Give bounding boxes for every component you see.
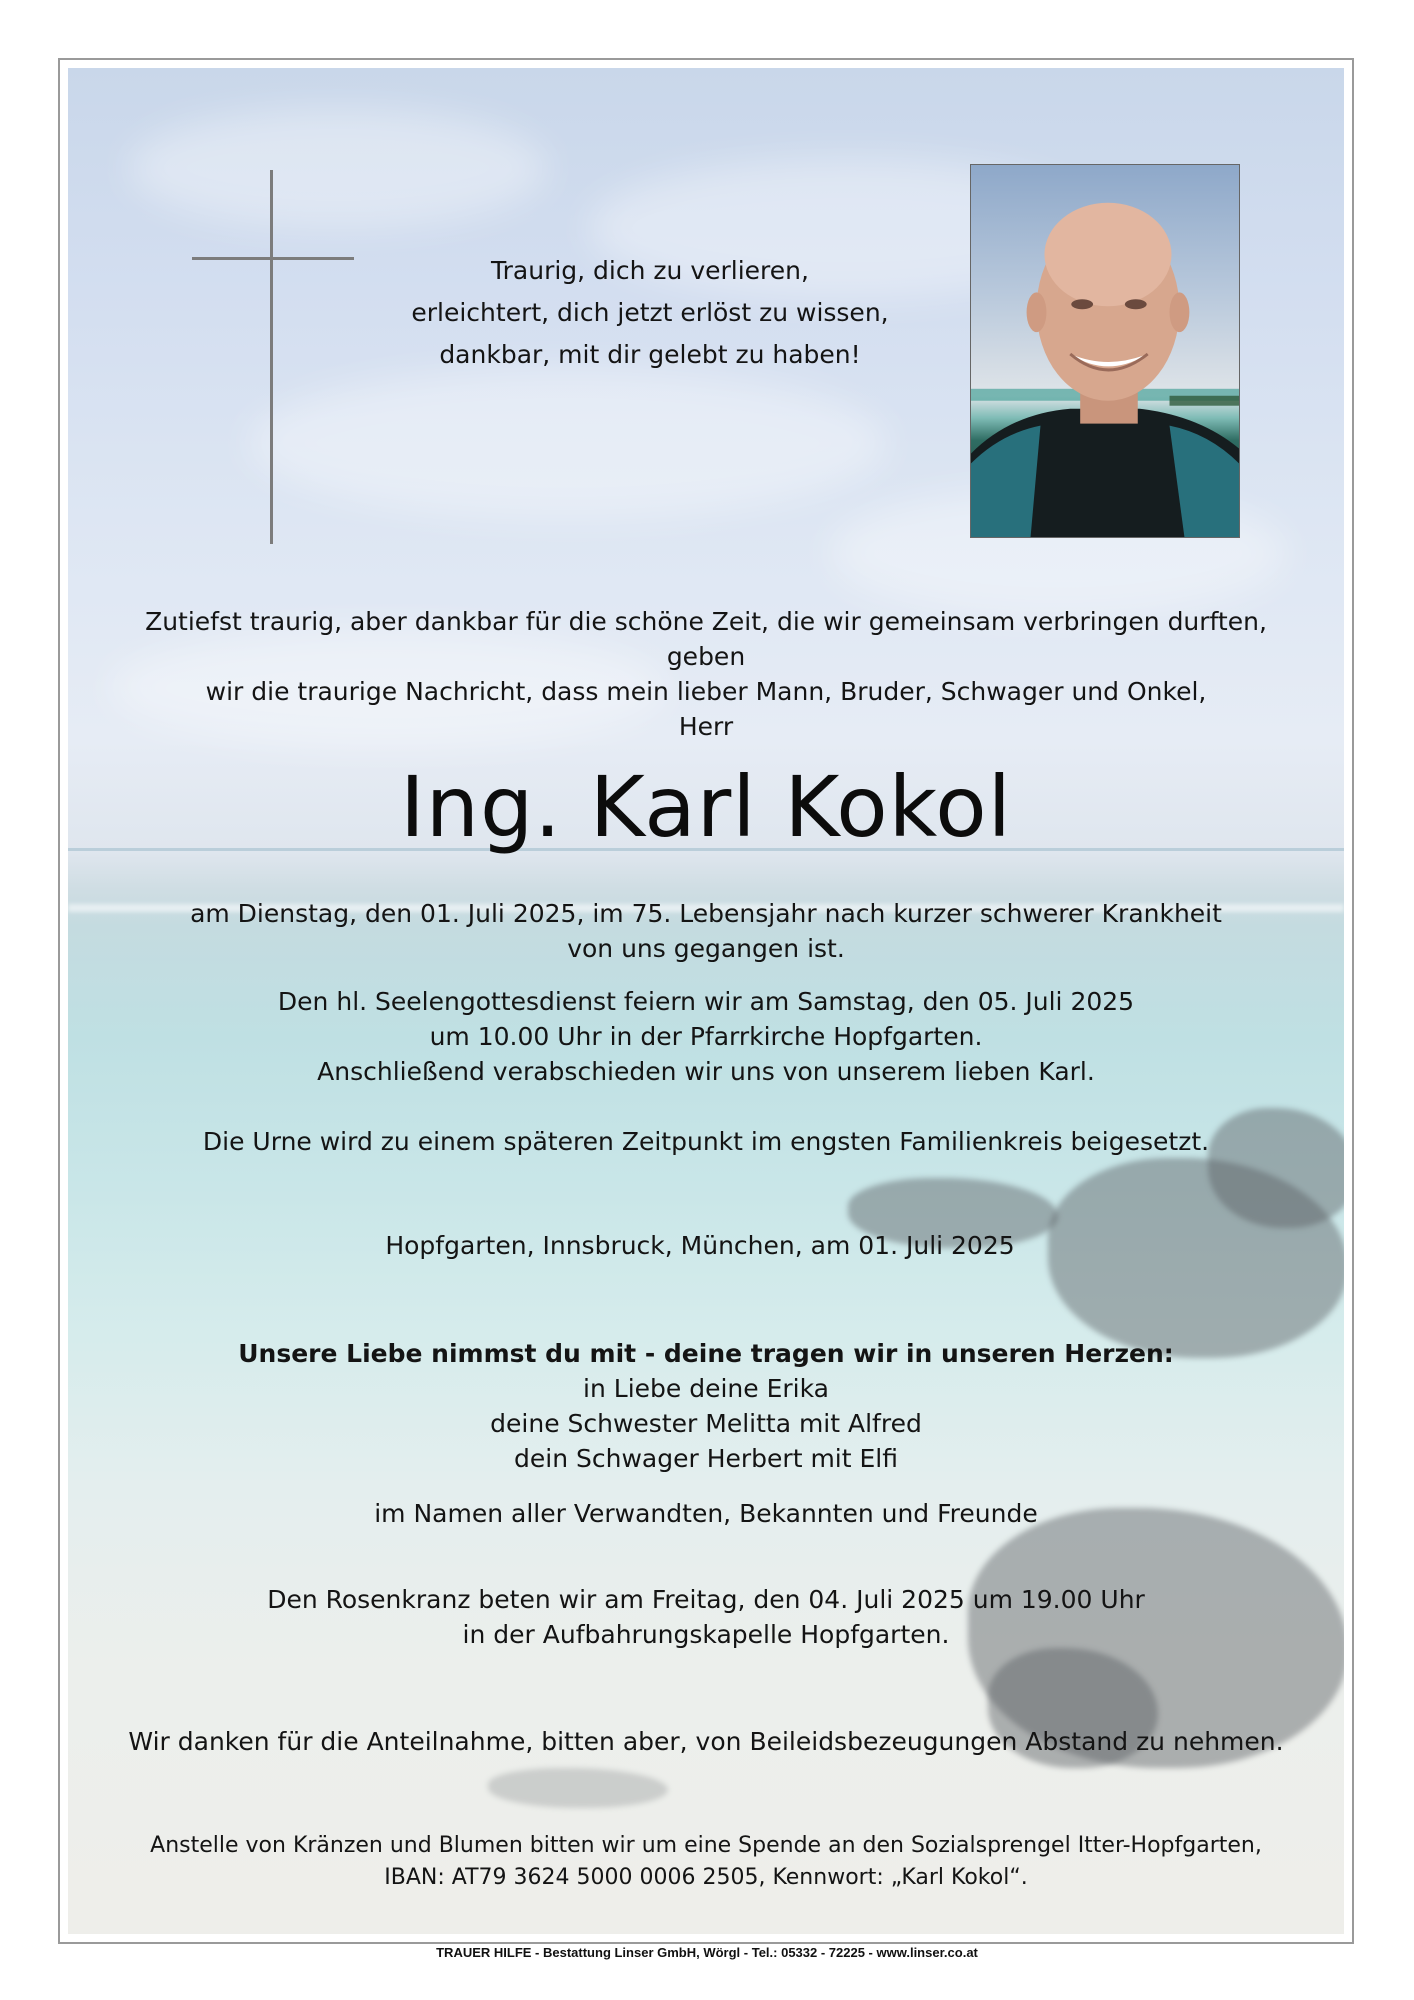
donation-line: Anstelle von Kränzen und Blumen bitten wir um eine Spende an den Sozialsprengel Itter-Hopfgarten, — [150, 1833, 1262, 1858]
funeral-home-footer: TRAUER HILFE - Bestattung Linser GmbH, Wörgl - Tel.: 05332 - 72225 - www.linser.co.at — [436, 1945, 978, 1960]
rosary-info — [68, 1582, 1344, 1652]
memorial-poem — [340, 250, 960, 376]
mourner-line: deine Schwester Melitta mit Alfred — [490, 1409, 922, 1438]
relatives-line: im Namen aller Verwandten, Bekannten und Freunde — [374, 1499, 1038, 1528]
rosary-line: in der Aufbahrungskapelle Hopfgarten. — [462, 1620, 950, 1649]
death-notice — [68, 896, 1344, 966]
death-notice-line: am Dienstag, den 01. Juli 2025, im 75. Lebensjahr nach kurzer schwerer Krankheit — [190, 899, 1222, 928]
thanks-note: Wir danken für die Anteilnahme, bitten aber, von Beileidsbezeugungen Abstand zu nehmen. — [128, 1727, 1284, 1756]
poem-line: Traurig, dich zu verlieren, — [491, 256, 809, 285]
mass-line: Anschließend verabschieden wir uns von unserem lieben Karl. — [317, 1057, 1095, 1086]
mourner-line: in Liebe deine Erika — [583, 1374, 829, 1403]
mourner-line: dein Schwager Herbert mit Elfi — [514, 1444, 898, 1473]
poem-line: dankbar, mit dir gelebt zu haben! — [439, 340, 861, 369]
love-heading: Unsere Liebe nimmst du mit - deine tragen wir in unseren Herzen: — [238, 1339, 1174, 1368]
intro-text — [110, 604, 1302, 744]
mourners-list — [68, 1371, 1344, 1476]
place-date: Hopfgarten, Innsbruck, München, am 01. Juli 2025 — [385, 1231, 1015, 1260]
donation-request — [68, 1830, 1344, 1894]
intro-line: wir die traurige Nachricht, dass mein lieber Mann, Bruder, Schwager und Onkel, — [205, 677, 1207, 706]
cross-icon — [270, 170, 273, 544]
rosary-line: Den Rosenkranz beten wir am Freitag, den 04. Juli 2025 um 19.00 Uhr — [267, 1585, 1145, 1614]
intro-line: Herr — [678, 712, 734, 741]
poem-line: erleichtert, dich jetzt erlöst zu wissen, — [411, 298, 889, 327]
portrait-photo — [970, 164, 1240, 538]
urn-notice: Die Urne wird zu einem späteren Zeitpunkt im engsten Familienkreis beigesetzt. — [202, 1127, 1210, 1156]
cross-icon-bar — [192, 257, 354, 260]
mass-line: Den hl. Seelengottesdienst feiern wir am Samstag, den 05. Juli 2025 — [277, 987, 1135, 1016]
donation-line: IBAN: AT79 3624 5000 0006 2505, Kennwort: „Karl Kokol“. — [384, 1865, 1028, 1890]
mass-line: um 10.00 Uhr in der Pfarrkirche Hopfgarten. — [429, 1022, 983, 1051]
mass-info — [68, 984, 1344, 1089]
intro-line: Zutiefst traurig, aber dankbar für die schöne Zeit, die wir gemeinsam verbringen durften, geben — [145, 607, 1267, 671]
death-notice-line: von uns gegangen ist. — [567, 934, 845, 963]
deceased-name: Ing. Karl Kokol — [399, 758, 1013, 856]
